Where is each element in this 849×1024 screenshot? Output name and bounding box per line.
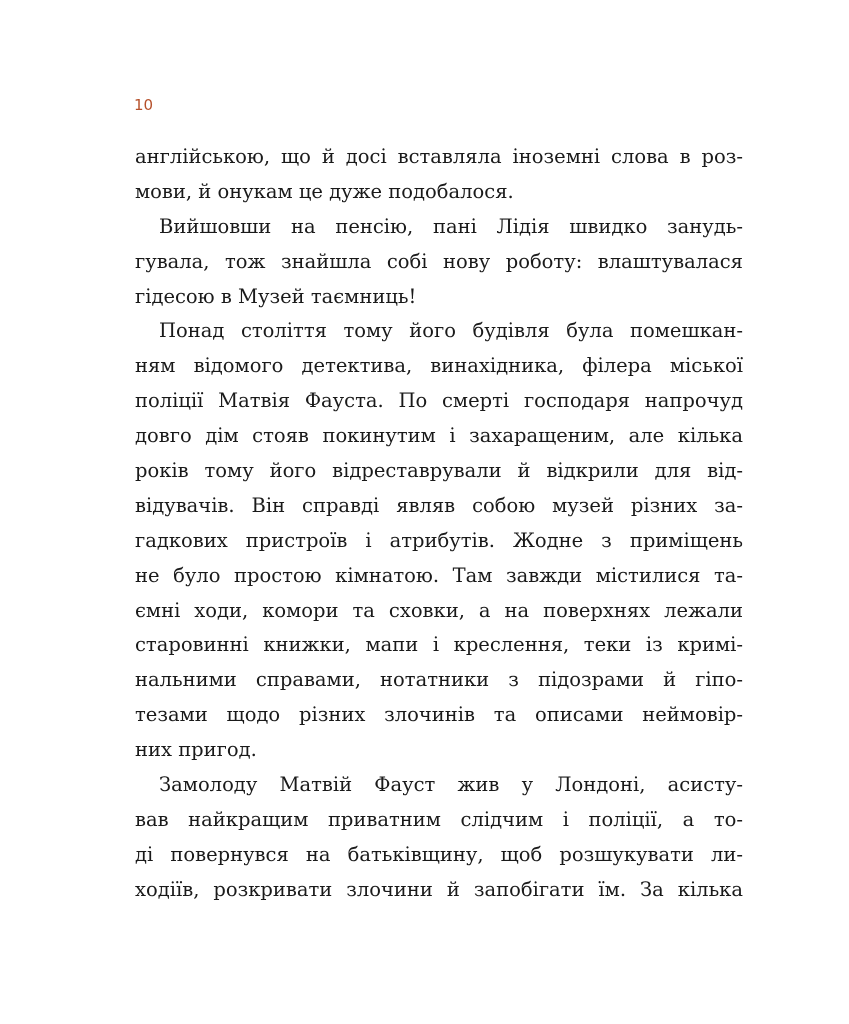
text-line: ходіїв, розкривати злочини й запобігати їм. За кілька: [135, 877, 743, 901]
text-line: Вийшовши на пенсію, пані Лідія швидко занудь-: [159, 214, 743, 238]
page-number: 10: [134, 96, 154, 114]
body-text: [135, 140, 743, 908]
text-line: них пригод.: [135, 738, 257, 762]
text-line: мови, й онукам це дуже подобалося.: [135, 179, 514, 203]
text-line: гувала, тож знайшла собі нову роботу: влаштувалася: [135, 249, 743, 273]
text-line: ді повернувся на батьківщину, щоб розшукувати ли-: [135, 842, 743, 866]
text-line: поліції Матвія Фауста. По смерті господаря напрочуд: [135, 389, 743, 413]
text-line: старовинні книжки, мапи і креслення, теки із кримі-: [135, 633, 743, 657]
text-line: гадкових пристроїв і атрибутів. Жодне з приміщень: [135, 528, 743, 552]
text-line: відувачів. Він справді являв собою музей різних за-: [135, 493, 743, 517]
text-line: тезами щодо різних злочинів та описами неймовір-: [135, 703, 743, 727]
text-line: Замолоду Матвій Фауст жив у Лондоні, асисту-: [159, 773, 743, 797]
text-line: англійською, що й досі вставляла іноземні слова в роз-: [135, 145, 743, 168]
text-line: ням відомого детектива, винахідника, філера міської: [135, 354, 743, 378]
text-line: довго дім стояв покинутим і захаращеним, але кілька: [135, 424, 743, 448]
text-line: років тому його відреставрували й відкрили для від-: [135, 459, 743, 483]
text-line: нальними справами, нотатники з підозрами й гіпо-: [135, 668, 743, 692]
text-line: ємні ходи, комори та сховки, а на поверхнях лежали: [135, 598, 743, 622]
text-line: не було простою кімнатою. Там завжди містилися та-: [135, 563, 743, 587]
text-line: Понад століття тому його будівля була помешкан-: [159, 319, 743, 343]
text-line: вав найкращим приватним слідчим і поліції, а то-: [135, 807, 743, 831]
text-line: гідесою в Музей таємниць!: [135, 284, 417, 308]
